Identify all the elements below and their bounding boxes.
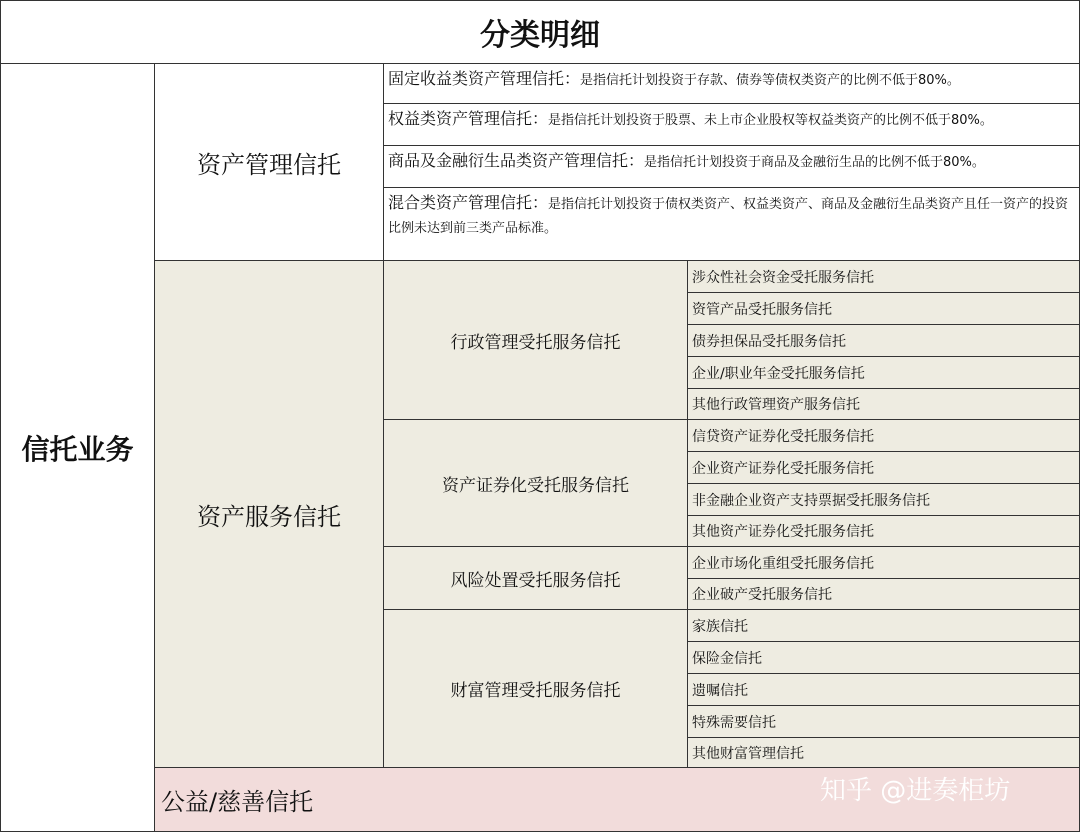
list-item [687, 705, 1080, 738]
asset-management-label: 资产管理信托 [197, 150, 341, 179]
list-item-text: 其他行政管理资产服务信托 [692, 397, 860, 413]
list-item-text: 信贷资产证券化受托服务信托 [692, 428, 874, 445]
list-item-text: 债券担保品受托服务信托 [692, 333, 846, 350]
list-item-text: 非金融企业资产支持票据受托服务信托 [692, 492, 930, 509]
group-wealth-cell [383, 609, 688, 768]
list-item-text: 资管产品受托服务信托 [692, 301, 832, 318]
list-item [687, 292, 1080, 325]
am-row-desc: 是指信托计划投资于债权类资产、权益类资产、商品及金融衍生品类资产且任一资产的投资比例未达到前三类产品标准。 [388, 197, 1069, 236]
list-item-text: 家族信托 [692, 618, 748, 635]
list-item [687, 324, 1080, 357]
list-item [687, 388, 1080, 420]
list-item [687, 451, 1080, 484]
asset-service-label: 资产服务信托 [197, 502, 341, 531]
group-securitization-cell [383, 419, 688, 547]
list-item [687, 483, 1080, 516]
am-row-desc: 是指信托计划投资于商品及金融衍生品的比例不低于80%。 [644, 155, 985, 170]
charity-label: 公益/慈善信托 [161, 788, 314, 816]
list-item-text: 涉众性社会资金受托服务信托 [692, 269, 874, 286]
list-item [687, 578, 1080, 610]
group-risk-cell [383, 546, 688, 610]
list-item [687, 260, 1080, 293]
list-item [687, 356, 1080, 389]
main-category-label: 信托业务 [21, 432, 134, 466]
am-row-label: 固定收益类资产管理信托： [388, 69, 581, 88]
watermark-text: 知乎 @进奏柜坊 [820, 776, 1011, 806]
group-admin-cell [383, 260, 688, 420]
am-row-desc: 是指信托计划投资于存款、债券等债权类资产的比例不低于80%。 [580, 73, 960, 88]
list-item [687, 419, 1080, 452]
list-item-text: 其他资产证券化受托服务信托 [692, 524, 874, 540]
list-item [687, 673, 1080, 706]
list-item-text: 企业资产证券化受托服务信托 [692, 460, 874, 477]
main-category-cell [0, 63, 155, 832]
am-row-equity [383, 103, 1080, 146]
asset-service-cell [154, 260, 384, 768]
list-item-text: 企业/职业年金受托服务信托 [692, 365, 865, 382]
group-label: 财富管理受托服务信托 [450, 681, 621, 701]
list-item [687, 737, 1080, 768]
group-label: 行政管理受托服务信托 [450, 332, 621, 353]
list-item-text: 其他财富管理信托 [692, 745, 804, 762]
page-title [0, 0, 1080, 64]
am-row-fixed-income [383, 63, 1080, 104]
list-item [687, 515, 1080, 547]
list-item-text: 保险金信托 [692, 650, 762, 667]
list-item [687, 609, 1080, 642]
am-row-label: 混合类资产管理信托： [388, 193, 549, 212]
group-label: 风险处置受托服务信托 [450, 570, 621, 591]
asset-management-cell [154, 63, 384, 261]
am-row-commodity [383, 145, 1080, 188]
am-row-desc: 是指信托计划投资于股票、未上市企业股权等权益类资产的比例不低于80%。 [548, 113, 993, 128]
am-row-label: 权益类资产管理信托： [388, 109, 549, 128]
list-item [687, 641, 1080, 674]
list-item-text: 企业市场化重组受托服务信托 [692, 555, 874, 572]
page-title-text: 分类明细 [480, 18, 600, 53]
am-row-mixed [383, 187, 1080, 261]
list-item-text: 遗嘱信托 [692, 682, 748, 699]
watermark [820, 770, 1010, 807]
group-label: 资产证券化受托服务信托 [442, 475, 629, 496]
am-row-label: 商品及金融衍生品类资产管理信托： [388, 151, 645, 170]
list-item [687, 546, 1080, 579]
list-item-text: 企业破产受托服务信托 [692, 587, 832, 603]
list-item-text: 特殊需要信托 [692, 714, 776, 731]
